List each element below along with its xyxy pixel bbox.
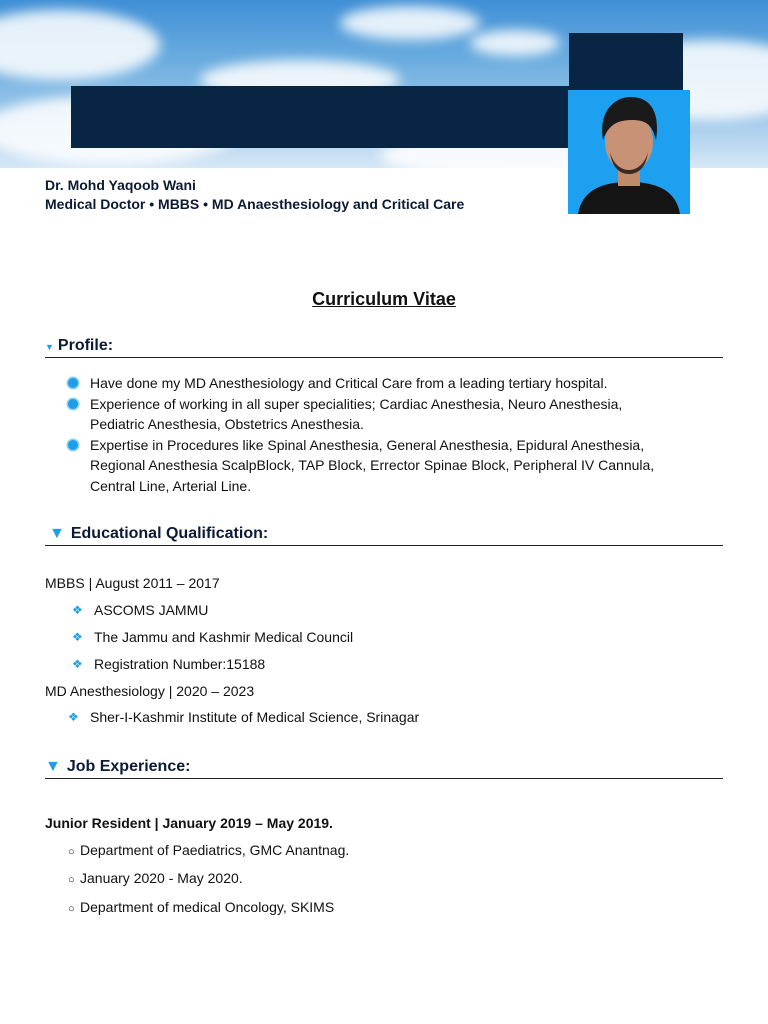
starburst-bullet-icon xyxy=(68,378,78,388)
diamond-bullet-icon: ❖ xyxy=(72,603,83,617)
triangle-down-icon: ▼ xyxy=(45,758,61,775)
list-item: ASCOMS JAMMU xyxy=(94,602,209,618)
circle-bullet-icon: ○ xyxy=(68,874,75,886)
profile-list xyxy=(68,373,718,496)
job-role: Junior Resident | January 2019 – May 2019. xyxy=(45,815,333,831)
list-item: Expertise in Procedures like Spinal Anesthesia, General Anesthesia, Epidural Anesthesia, Regional Anesthesia ScalpBlock, TAP Block, Errector Spinae Block, Peripheral IV Cannula, Central Line, Arterial Line. xyxy=(68,435,718,497)
starburst-bullet-icon xyxy=(68,399,78,409)
header-navy-bar xyxy=(71,86,569,148)
doctor-name: Dr. Mohd Yaqoob Wani xyxy=(45,177,196,193)
education-mbbs: MBBS | August 2011 – 2017 xyxy=(45,575,220,591)
header-navy-tab xyxy=(569,33,683,90)
section-heading-education: ▼ Educational Qualification: xyxy=(45,525,723,546)
list-item: Have done my MD Anesthesiology and Critical Care from a leading tertiary hospital. xyxy=(68,373,718,394)
triangle-down-icon: ▼ xyxy=(49,525,65,542)
starburst-bullet-icon xyxy=(68,440,78,450)
circle-bullet-icon: ○ xyxy=(68,903,75,915)
list-item: Department of medical Oncology, SKIMS xyxy=(80,899,335,915)
diamond-bullet-icon: ❖ xyxy=(72,630,83,644)
circle-bullet-icon: ○ xyxy=(68,846,75,858)
diamond-bullet-icon: ❖ xyxy=(72,657,83,671)
education-md: MD Anesthesiology | 2020 – 2023 xyxy=(45,683,255,699)
triangle-down-icon: ▼ xyxy=(45,342,54,352)
section-heading-profile: ▼ Profile: xyxy=(45,337,723,358)
document-title: Curriculum Vitae xyxy=(312,289,456,309)
list-item: January 2020 - May 2020. xyxy=(80,870,243,886)
doctor-qualifications: Medical Doctor • MBBS • MD Anaesthesiology and Critical Care xyxy=(45,196,465,212)
list-item: Experience of working in all super specialities; Cardiac Anesthesia, Neuro Anesthesia, Pediatric Anesthesia, Obstetrics Anesthesia. xyxy=(68,394,718,435)
diamond-bullet-icon: ❖ xyxy=(68,710,79,724)
profile-photo xyxy=(568,90,690,214)
list-item: Registration Number:15188 xyxy=(94,656,266,672)
list-item: Sher-I-Kashmir Institute of Medical Science, Srinagar xyxy=(90,709,420,725)
list-item: Department of Paediatrics, GMC Anantnag. xyxy=(80,842,350,858)
list-item: The Jammu and Kashmir Medical Council xyxy=(94,629,354,645)
section-heading-experience: ▼ Job Experience: xyxy=(45,758,723,779)
